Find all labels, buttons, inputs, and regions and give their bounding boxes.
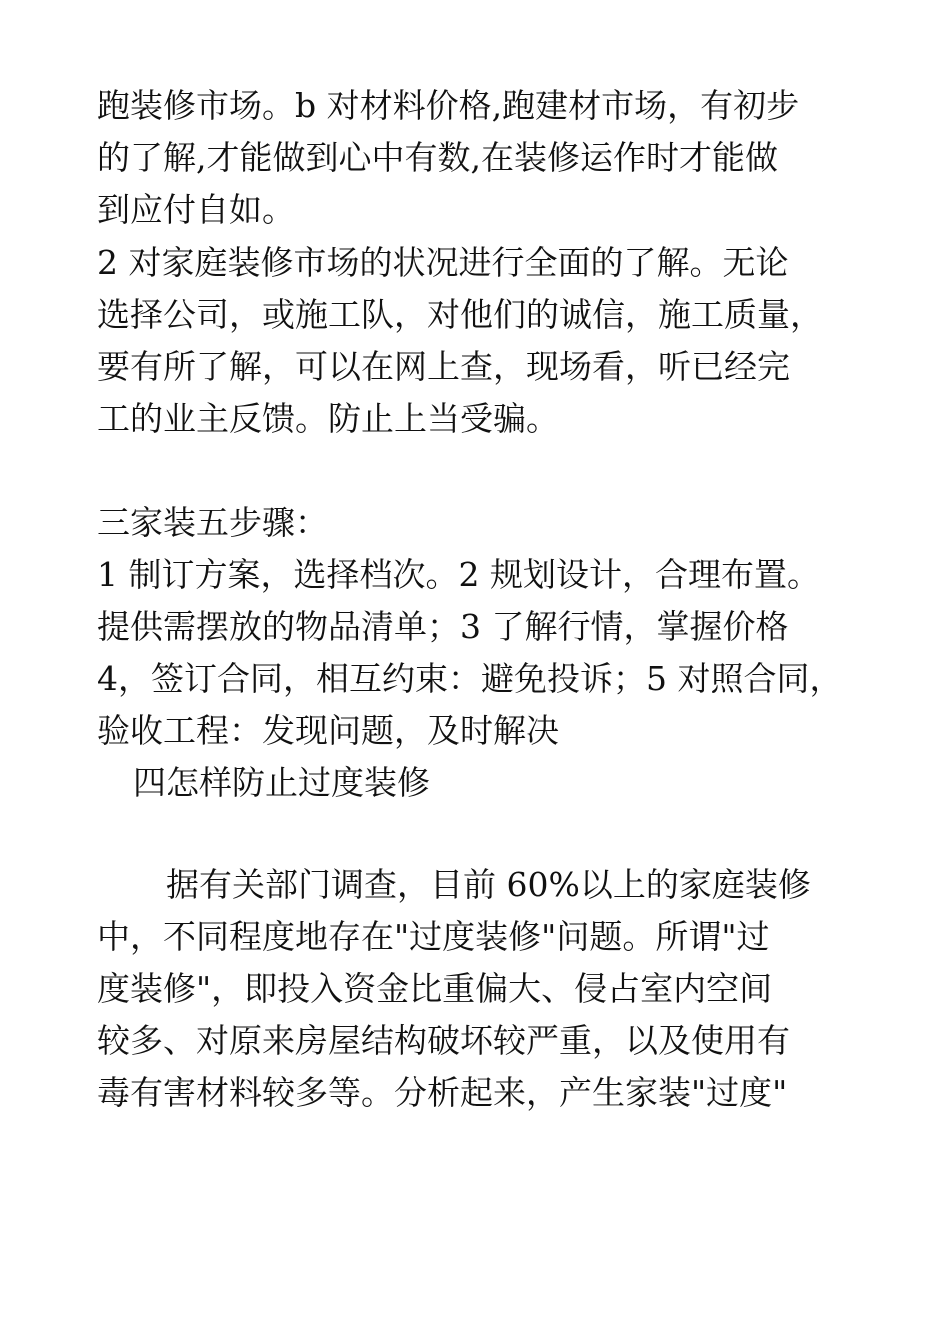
section-heading: 四怎样防止过度装修 <box>133 763 430 802</box>
paragraph-first-line: 据有关部门调查，目前 60%以上的家庭装修 <box>166 865 811 904</box>
text-line: 的了解,才能做到心中有数,在装修运作时才能做 <box>97 138 778 177</box>
text-line: 工的业主反馈。防止上当受骗。 <box>97 399 559 438</box>
text-line: 中，不同程度地存在"过度装修"问题。所谓"过 <box>97 917 770 956</box>
text-line: 提供需摆放的物品清单；3 了解行情，掌握价格 <box>97 607 789 646</box>
text-line: 到应付自如。 <box>97 190 295 229</box>
text-line: 验收工程：发现问题，及时解决 <box>97 711 559 750</box>
text-line: 4，签订合同，相互约束：避免投诉；5 对照合同， <box>97 659 843 698</box>
text-line: 度装修"，即投入资金比重偏大、侵占室内空间 <box>97 969 773 1008</box>
text-line: 毒有害材料较多等。分析起来，产生家装"过度" <box>97 1073 788 1112</box>
text-line: 跑装修市场。b 对材料价格,跑建材市场，有初步 <box>97 86 800 125</box>
section-heading: 三家装五步骤： <box>97 503 328 542</box>
text-line: 要有所了解，可以在网上查，现场看，听已经完 <box>97 347 790 386</box>
text-line: 较多、对原来房屋结构破坏较严重，以及使用有 <box>97 1021 790 1060</box>
text-line: 选择公司，或施工队，对他们的诚信，施工质量， <box>97 295 823 334</box>
text-line: 2 对家庭装修市场的状况进行全面的了解。无论 <box>97 243 789 282</box>
text-line: 1 制订方案，选择档次。2 规划设计，合理布置。 <box>97 555 820 594</box>
